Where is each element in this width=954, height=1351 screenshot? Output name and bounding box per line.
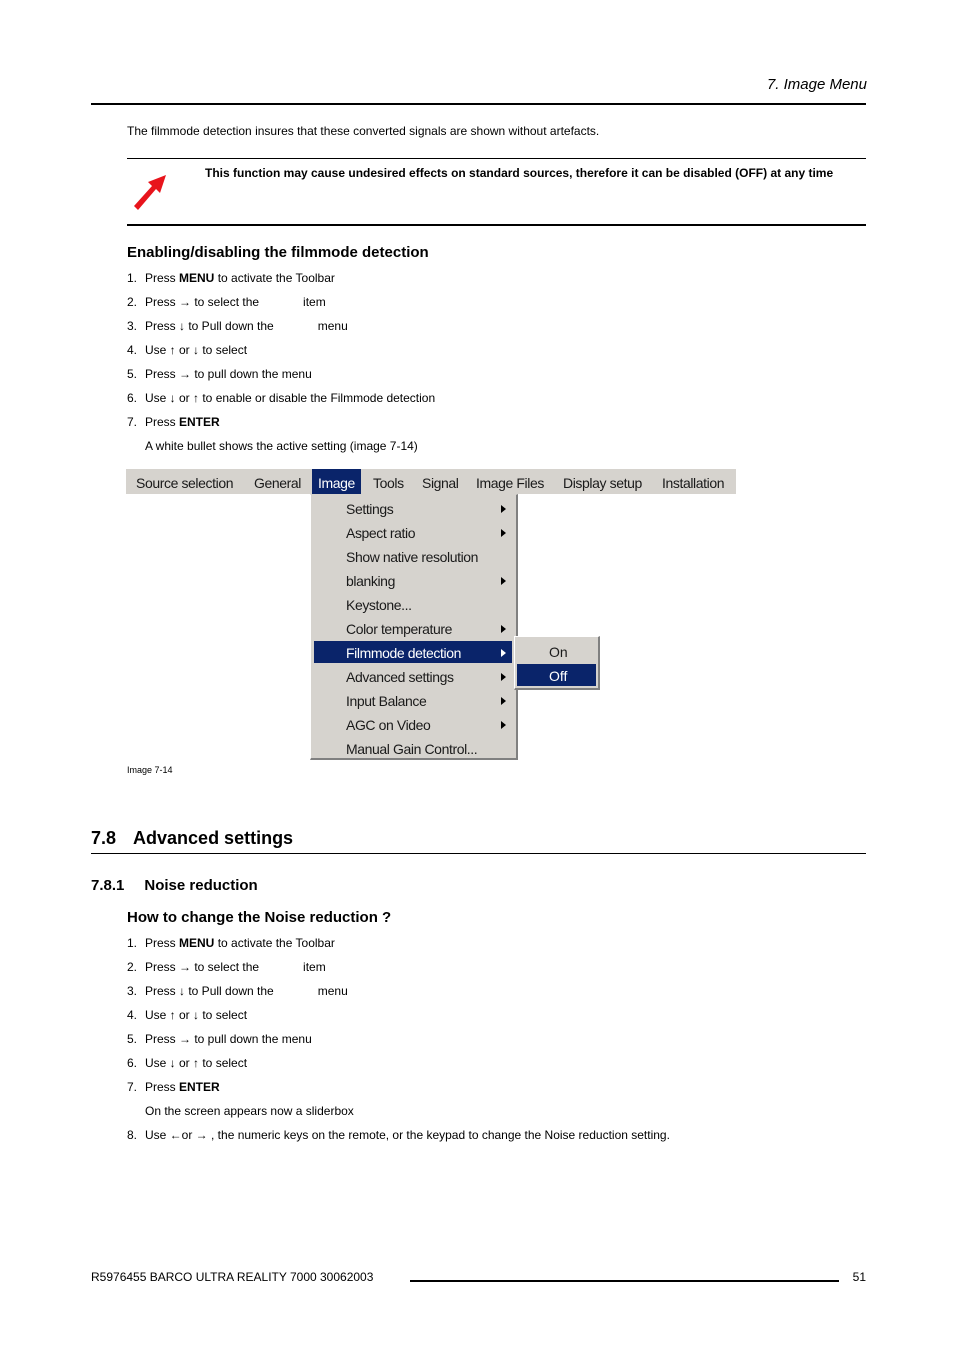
section-number: 7.8 (91, 828, 117, 848)
menu-item-manual-gain-control[interactable] (314, 737, 512, 759)
menu-item-label: Color temperature (346, 621, 453, 637)
menu-item-color-temperature[interactable] (314, 617, 512, 639)
list-item (127, 1080, 670, 1104)
section2-heading: How to change the Noise reduction ? (127, 909, 392, 926)
list-item (127, 1008, 670, 1032)
menu-item-filmmode-detection[interactable] (314, 641, 512, 663)
step-number: 3. (127, 319, 138, 333)
step-bold: MENU (179, 936, 215, 950)
menu-source-selection[interactable]: Source selection (136, 475, 234, 491)
step-text: Press → to pull down the menu (145, 367, 312, 381)
step-text: menu (317, 319, 348, 333)
menu-item-label: blanking (346, 573, 395, 589)
step-number: 7. (127, 415, 138, 429)
step-number: 2. (127, 960, 138, 974)
menu-item-aspect-ratio[interactable] (314, 521, 512, 543)
menu-item-blanking[interactable] (314, 569, 512, 591)
list-item (127, 391, 435, 415)
footer-rule (410, 1280, 839, 1282)
step-number: 6. (127, 1056, 138, 1070)
intro-paragraph: The filmmode detection insures that these converted signals are shown without artefacts. (127, 124, 600, 138)
step-text: Press (145, 1080, 180, 1094)
submenu-arrow-icon (501, 505, 506, 513)
step-text: item (303, 960, 326, 974)
section2-steps (127, 936, 670, 1152)
step-number: 4. (127, 343, 138, 357)
menu-item-keystone[interactable] (314, 593, 512, 615)
menu-item-label: Input Balance (346, 693, 427, 709)
menu-item-show-native-resolution[interactable] (314, 545, 512, 567)
list-item (127, 343, 435, 367)
filmmode-submenu (514, 636, 600, 690)
section-title: Advanced settings (133, 828, 294, 848)
step-text: Press → to select the (145, 960, 260, 974)
subsection-heading (91, 877, 258, 894)
menu-item-settings[interactable] (314, 497, 512, 519)
step-text: to activate the Toolbar (214, 271, 335, 285)
step-number: 3. (127, 984, 138, 998)
menu-item-label: Settings (346, 501, 394, 517)
menu-item-label: Keystone... (346, 597, 412, 613)
step-note: On the screen appears now a sliderbox (145, 1104, 354, 1118)
step-number: 5. (127, 367, 138, 381)
step-bold: ENTER (179, 415, 220, 429)
step-text: Press ↓ to Pull down the (145, 319, 274, 333)
list-item (127, 984, 670, 1008)
page-number: 51 (852, 1270, 866, 1284)
step-number: 4. (127, 1008, 138, 1022)
step-number: 1. (127, 936, 138, 950)
step-text: Press → to pull down the menu (145, 1032, 312, 1046)
menu-tools[interactable]: Tools (373, 475, 404, 491)
list-item (127, 295, 435, 319)
header-rule (91, 103, 866, 105)
step-text: Press (145, 271, 180, 285)
menu-item-label: Filmmode detection (346, 645, 461, 661)
submenu-arrow-icon (501, 649, 506, 657)
warning-top-rule (127, 158, 866, 159)
menu-image[interactable]: Image (312, 469, 361, 494)
list-item (127, 271, 435, 295)
menu-item-label: Advanced settings (346, 669, 454, 685)
step-number: 5. (127, 1032, 138, 1046)
step-number: 7. (127, 1080, 138, 1094)
step-number: 6. (127, 391, 138, 405)
step-text: Use ↓ or ↑ to select (145, 1056, 248, 1070)
submenu-arrow-icon (501, 529, 506, 537)
red-arrow-icon (130, 172, 170, 214)
list-item (127, 1056, 670, 1080)
menu-image-files[interactable]: Image Files (476, 475, 544, 491)
menu-installation[interactable]: Installation (662, 475, 725, 491)
image-caption: Image 7-14 (127, 765, 173, 775)
list-item (127, 936, 670, 960)
step-text: Press (145, 936, 180, 950)
step-text: Use ←or → , the numeric keys on the remote, or the keypad to change the Noise reduction setting. (145, 1128, 670, 1142)
menu-item-label: Aspect ratio (346, 525, 416, 541)
step-text: Press (145, 415, 180, 429)
warning-text: This function may cause undesired effects on standard sources, therefore it can be disabled (OFF) at any time (205, 166, 834, 180)
step-text: Press → to select the (145, 295, 260, 309)
list-item (127, 1032, 670, 1056)
submenu-item-on[interactable]: On (549, 644, 568, 660)
footer-doc-id: R5976455 BARCO ULTRA REALITY 7000 30062003 (91, 1270, 374, 1284)
step-number: 8. (127, 1128, 138, 1142)
step-text: Use ↑ or ↓ to select (145, 1008, 248, 1022)
submenu-arrow-icon (501, 721, 506, 729)
menu-general[interactable]: General (254, 475, 302, 491)
submenu-arrow-icon (501, 625, 506, 633)
step-bold: ENTER (179, 1080, 220, 1094)
image-dropdown-menu (310, 494, 518, 760)
section-heading (91, 828, 293, 849)
step-text: to activate the Toolbar (214, 936, 335, 950)
list-item (127, 960, 670, 984)
step-text: Use ↓ or ↑ to enable or disable the Filmmode detection (145, 391, 436, 405)
section-rule (91, 853, 866, 854)
subsection-title: Noise reduction (144, 877, 258, 894)
subsection-number: 7.8.1 (91, 877, 125, 894)
menu-display-setup[interactable]: Display setup (563, 475, 642, 491)
step-number: 1. (127, 271, 138, 285)
section1-steps (127, 271, 435, 463)
menu-item-label: AGC on Video (346, 717, 431, 733)
step-text: Press ↓ to Pull down the (145, 984, 274, 998)
menu-item-label: Manual Gain Control... (346, 741, 478, 757)
section1-heading: Enabling/disabling the filmmode detection (127, 244, 429, 261)
step-number: 2. (127, 295, 138, 309)
step-text: item (303, 295, 326, 309)
menu-bar (126, 469, 736, 494)
step-bold: MENU (179, 271, 215, 285)
menu-signal[interactable]: Signal (422, 475, 459, 491)
step-text: Use ↑ or ↓ to select (145, 343, 248, 357)
submenu-arrow-icon (501, 577, 506, 585)
menu-item-label: Show native resolution (346, 549, 479, 565)
list-item (127, 367, 435, 391)
step-note: A white bullet shows the active setting (image 7-14) (145, 439, 418, 453)
submenu-arrow-icon (501, 673, 506, 681)
list-item (127, 1128, 670, 1152)
warning-bottom-rule (127, 224, 866, 226)
step-text: menu (317, 984, 348, 998)
menu-item-agc-on-video[interactable] (314, 713, 512, 735)
list-item (127, 319, 435, 343)
menu-item-advanced-settings[interactable] (314, 665, 512, 687)
list-item (127, 415, 435, 439)
submenu-item-off[interactable]: Off (517, 664, 596, 686)
submenu-arrow-icon (501, 697, 506, 705)
chapter-title: 7. Image Menu (766, 76, 867, 93)
menu-item-input-balance[interactable] (314, 689, 512, 711)
